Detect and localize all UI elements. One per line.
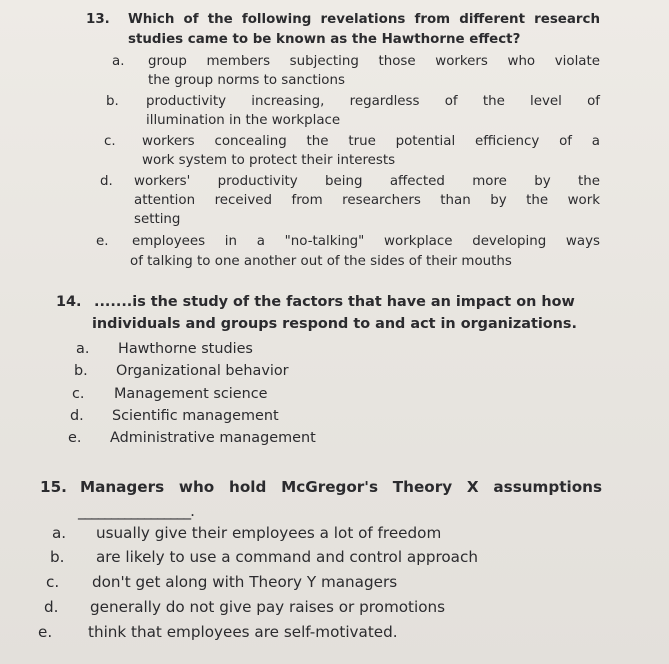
question-15-number: 15. [40, 478, 67, 496]
option-13d-line-3: setting [134, 212, 181, 227]
option-label: b. [50, 548, 65, 566]
option-14e-text: Administrative management [110, 430, 316, 446]
option-13a-line-1: group members subjecting those workers who violate [148, 54, 600, 69]
option-13d-line-1: workers' productivity being affected more by the [134, 174, 600, 189]
option-label: e. [38, 623, 53, 641]
question-14-stem-line-2: individuals and groups respond to and act in organizations. [92, 316, 577, 332]
option-13e-line-2: of talking to one another out of the sides of their mouths [130, 254, 512, 269]
option-label: d. [70, 408, 84, 424]
option-15c-text: don't get along with Theory Y managers [92, 573, 398, 591]
question-15-answer-blank: _________________. [78, 502, 194, 520]
option-15e-text: think that employees are self-motivated. [88, 623, 398, 641]
question-14-number: 14. [56, 294, 82, 310]
option-label: c. [104, 134, 116, 149]
option-label: e. [68, 430, 82, 446]
option-15a-text: usually give their employees a lot of freedom [96, 524, 442, 542]
question-15-stem-line-1: Managers who hold McGregor's Theory X assumptions [80, 478, 602, 496]
option-label: a. [76, 341, 90, 357]
option-15d-text: generally do not give pay raises or promotions [90, 598, 446, 616]
option-14b-text: Organizational behavior [116, 363, 289, 379]
option-13e-line-1: employees in a "no-talking" workplace developing ways [132, 234, 600, 249]
option-13a-line-2: the group norms to sanctions [148, 73, 345, 88]
option-label: c. [46, 573, 60, 591]
question-13-stem-line-1: Which of the following revelations from different research [128, 12, 600, 27]
option-13b-line-1: productivity increasing, regardless of the level of [146, 94, 600, 109]
option-label: d. [100, 174, 113, 189]
option-label: d. [44, 598, 59, 616]
option-label: e. [96, 234, 109, 249]
question-13-number: 13. [86, 12, 110, 27]
option-13b-line-2: illumination in the workplace [146, 113, 341, 128]
option-label: b. [106, 94, 119, 109]
question-13-stem-line-2: studies came to be known as the Hawthorne effect? [128, 32, 521, 47]
option-14d-text: Scientific management [112, 408, 279, 424]
option-13d-line-2: attention received from researchers than by the work [134, 193, 600, 208]
option-13c-line-2: work system to protect their interests [142, 153, 396, 168]
option-14c-text: Management science [114, 386, 268, 402]
question-14-stem-line-1: .......is the study of the factors that have an impact on how [94, 294, 575, 310]
option-13c-line-1: workers concealing the true potential efficiency of a [142, 134, 600, 149]
option-label: b. [74, 363, 88, 379]
option-label: a. [112, 54, 125, 69]
option-15b-text: are likely to use a command and control approach [96, 548, 478, 566]
option-label: c. [72, 386, 85, 402]
option-label: a. [52, 524, 67, 542]
option-14a-text: Hawthorne studies [118, 341, 253, 357]
